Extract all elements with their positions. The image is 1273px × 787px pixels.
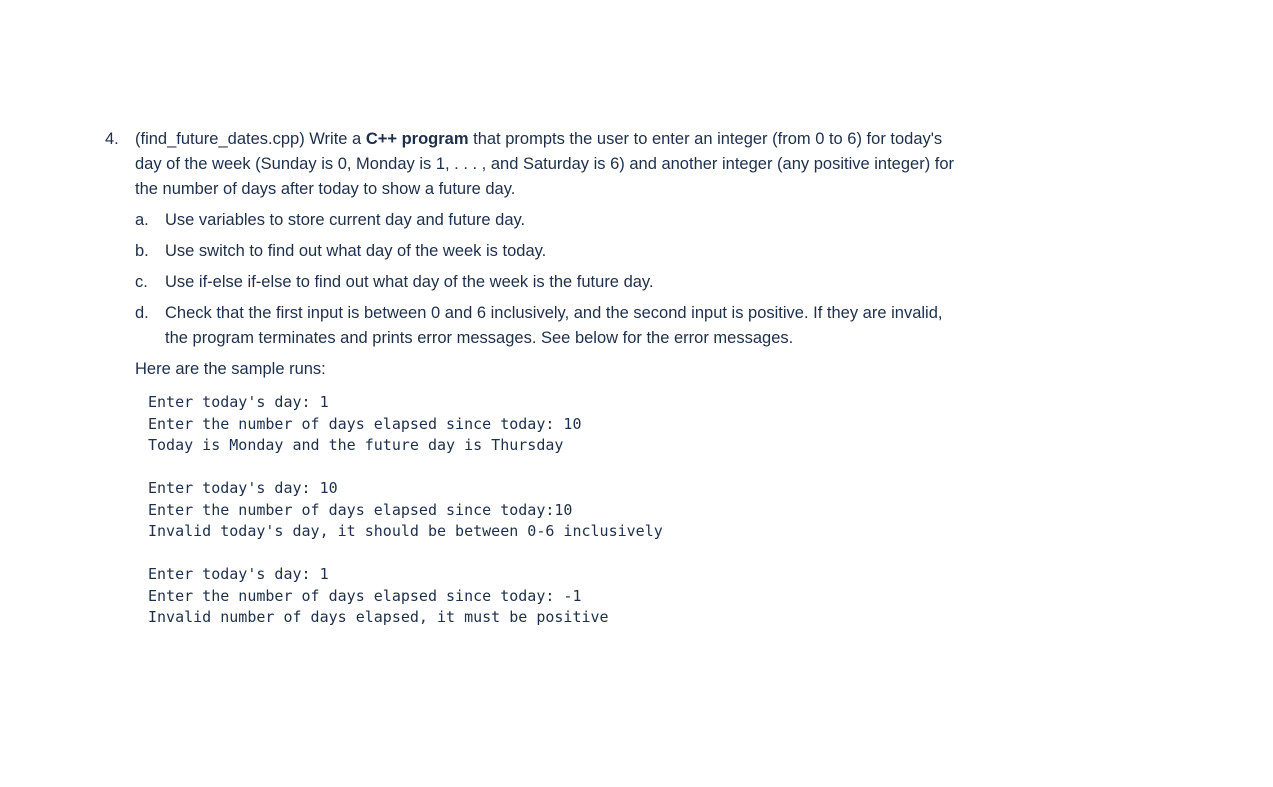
requirements-list	[135, 208, 965, 351]
prompt-bold-text: C++ program	[365, 130, 469, 148]
prompt-text-end: that prompts the user to enter an integer (from 0 to 6) for today's day of the week (Sunday is 0, Monday is 1, . . . , and Saturday is 6) and another integer (any positive integer) for the number of days after today to show a future day.	[135, 130, 955, 198]
requirement-item-d	[135, 301, 965, 351]
question-number: 4.	[105, 130, 119, 148]
prompt-text-start: (find_future_dates.cpp) Write a	[135, 130, 366, 148]
sample-runs-heading: Here are the sample runs:	[135, 360, 326, 378]
sample-run-1	[148, 392, 965, 457]
console-line: Enter today's day: 1	[148, 565, 329, 583]
requirement-letter: b.	[135, 242, 149, 260]
requirement-item-a	[135, 208, 965, 233]
console-line: Enter today's day: 1	[148, 393, 329, 411]
question-4	[105, 127, 965, 650]
requirement-letter: d.	[135, 304, 149, 322]
sample-runs	[148, 392, 965, 629]
console-line: Enter the number of days elapsed since today: -1	[148, 586, 582, 605]
console-line: Enter today's day: 10	[148, 479, 338, 497]
requirement-text: Use variables to store current day and future day.	[165, 211, 526, 229]
sample-run-2	[148, 478, 965, 543]
console-line: Today is Monday and the future day is Thursday	[148, 436, 564, 454]
requirement-letter: c.	[135, 273, 148, 291]
console-line: Enter the number of days elapsed since today:10	[148, 500, 573, 519]
console-line: Invalid today's day, it should be between 0-6 inclusively	[148, 522, 663, 540]
console-line: Enter the number of days elapsed since today: 10	[148, 414, 582, 433]
console-line: Invalid number of days elapsed, it must be positive	[148, 608, 609, 626]
question-prompt	[135, 127, 965, 202]
requirement-text: Use switch to find out what day of the week is today.	[165, 242, 547, 260]
requirement-item-c	[135, 270, 965, 295]
requirement-item-b	[135, 239, 965, 264]
requirement-text: Check that the first input is between 0 and 6 inclusively, and the second input is positive. If they are invalid, the program terminates and prints error messages. See below for the error messages.	[165, 304, 943, 347]
sample-run-3	[148, 564, 965, 629]
requirement-text: Use if-else if-else to find out what day of the week is the future day.	[165, 273, 654, 291]
requirement-letter: a.	[135, 211, 149, 229]
